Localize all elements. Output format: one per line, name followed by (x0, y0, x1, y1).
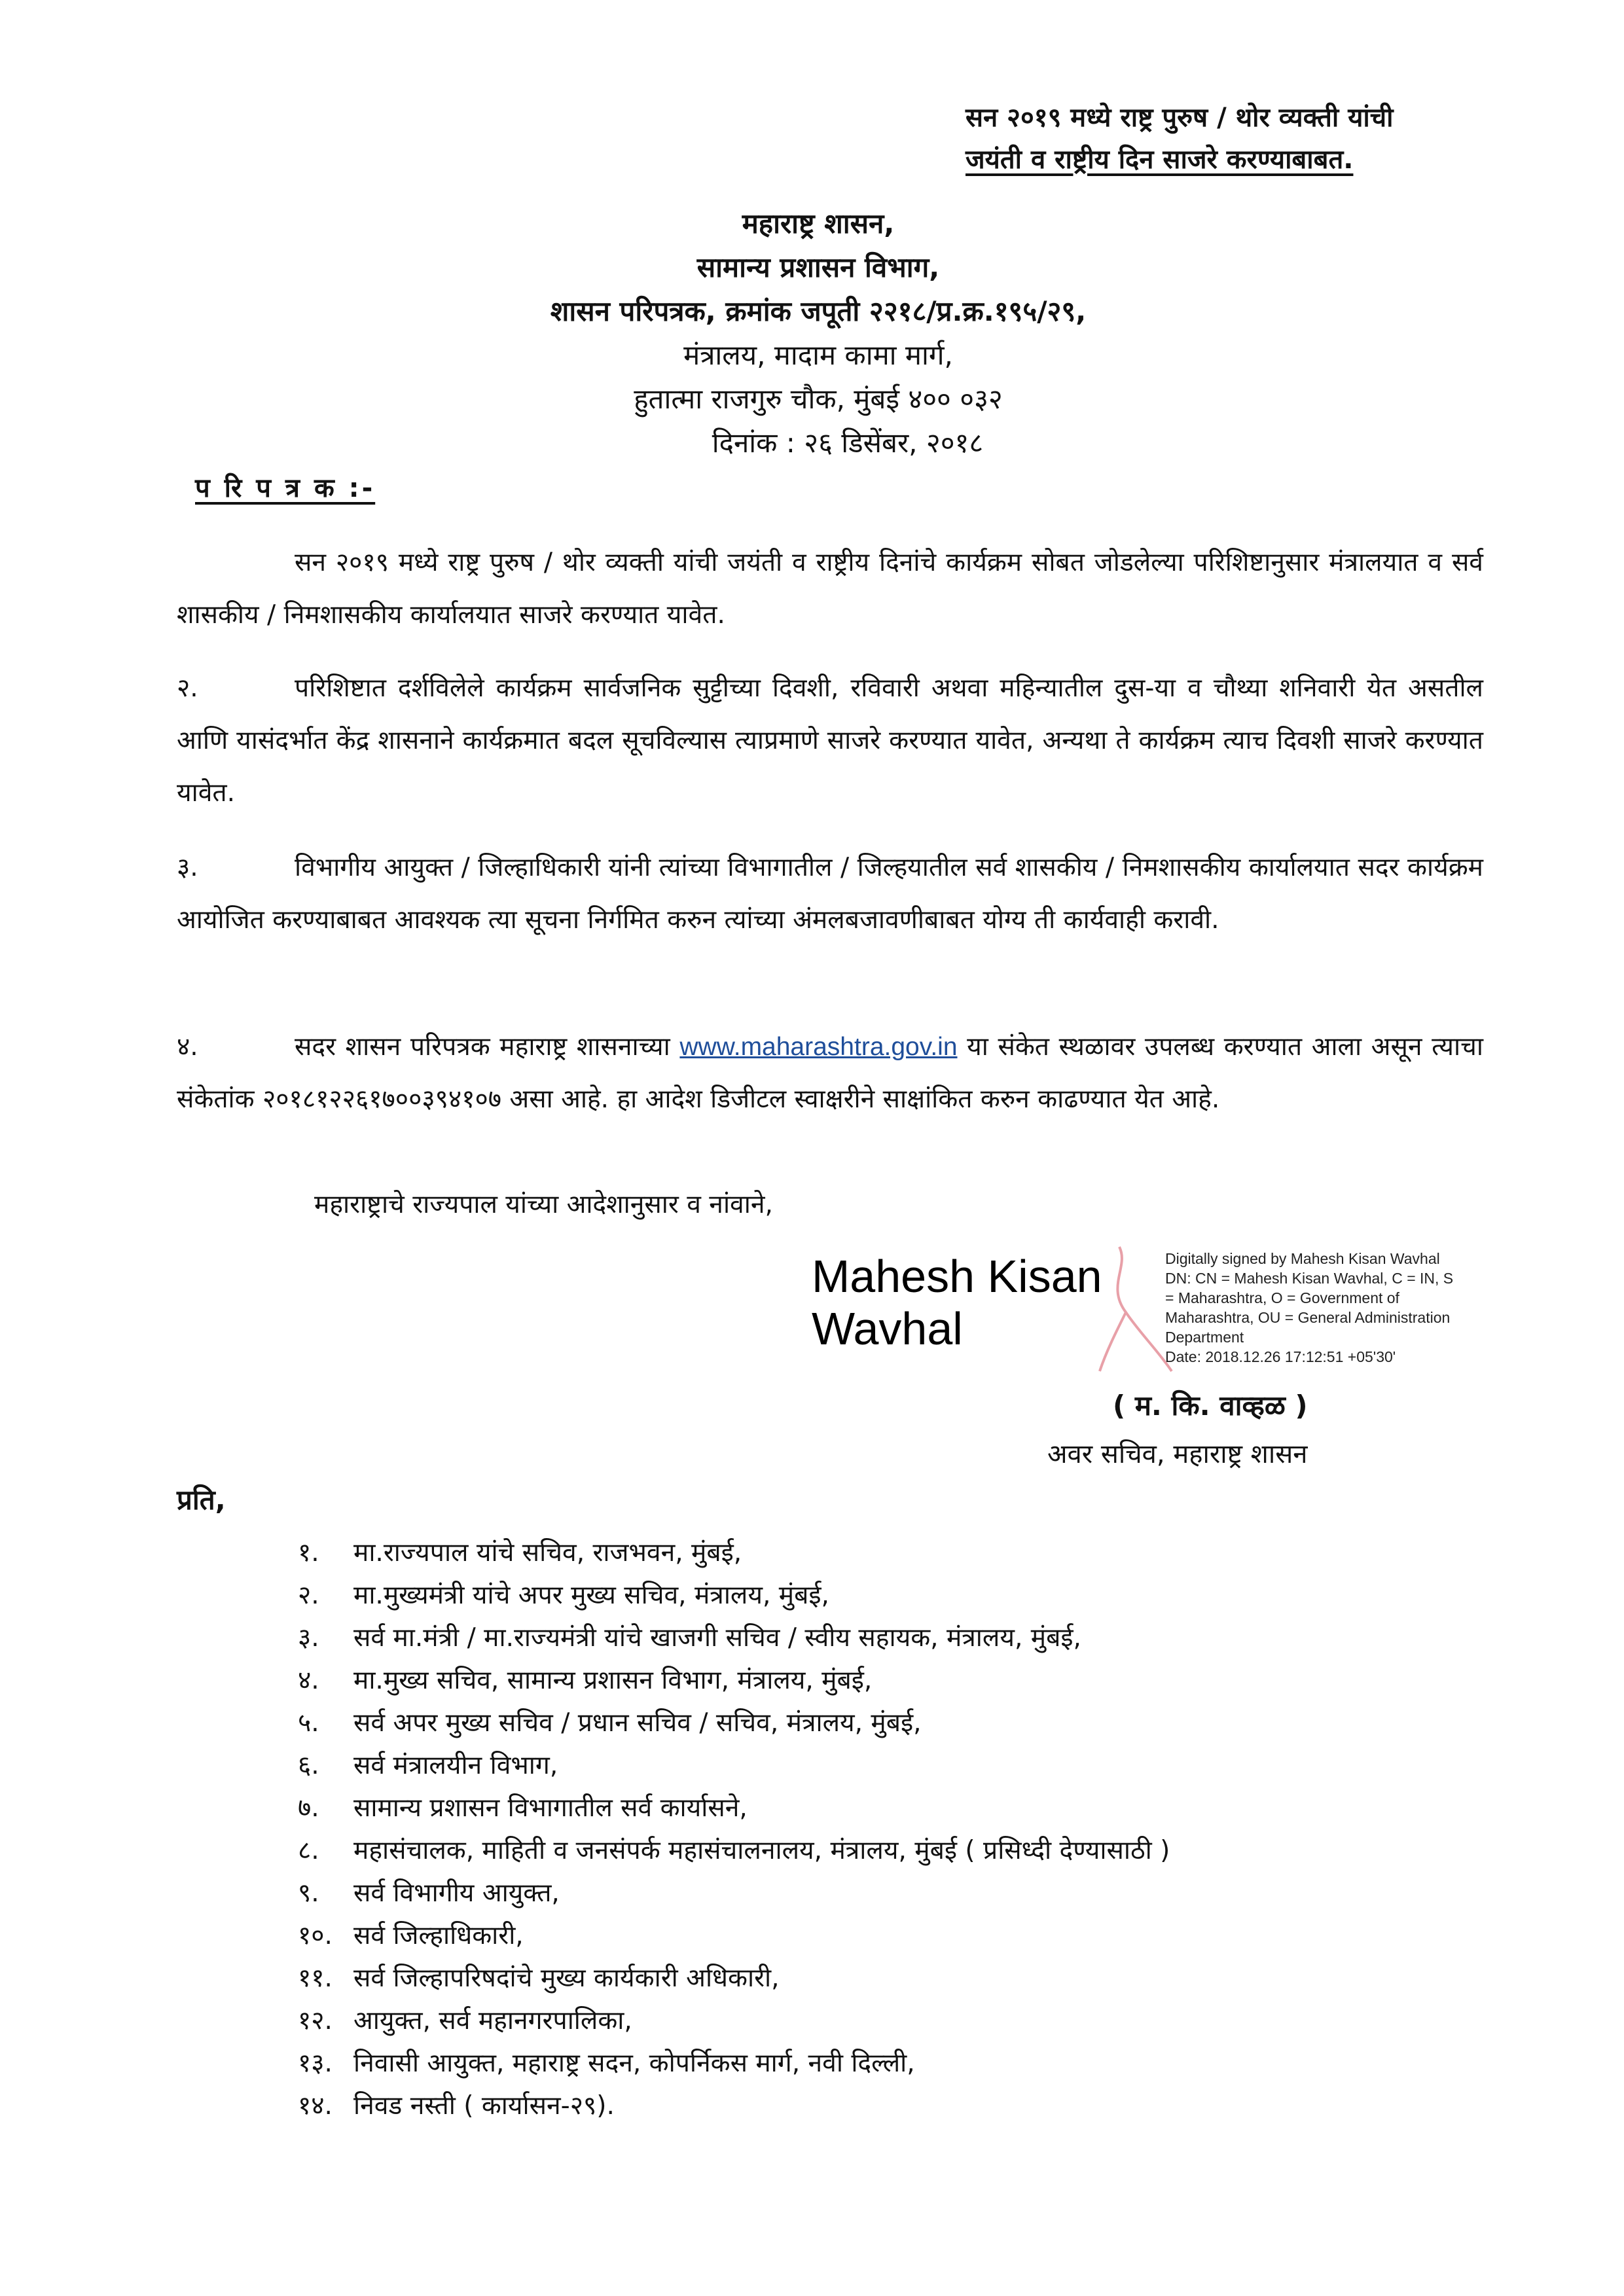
circular-heading: प रि प त्र क :- (195, 473, 376, 503)
signature-name-line-1: Mahesh Kisan (812, 1251, 1102, 1302)
list-item-text: मा.राज्यपाल यांचे सचिव, राजभवन, मुंबई, (353, 1538, 742, 1568)
department-name: सामान्य प्रशासन विभाग, (696, 251, 940, 283)
paragraph-1: सन २०१९ मध्ये राष्ट्र पुरुष / थोर व्यक्ती यांची जयंती व राष्ट्रीय दिनांचे कार्यक्रम सोबत जोडलेल्या परिशिष्टानुसार मंत्रालयात व सर्व शासकीय / निमशासकीय कार्यालयात साजरे करण्यात यावेत. (177, 548, 1483, 630)
signature-detail-line: = Maharashtra, O = Government of (1165, 1289, 1399, 1306)
list-item-number: ११. (298, 1964, 333, 1993)
signature-detail-line: Maharashtra, OU = General Administration (1165, 1309, 1451, 1326)
list-item-number: १२. (298, 2006, 333, 2036)
list-item-text: मा.मुख्यमंत्री यांचे अपर मुख्य सचिव, मंत्रालय, मुंबई, (353, 1581, 829, 1610)
list-item (298, 1872, 1170, 1914)
paragraph-3 (177, 842, 1483, 946)
copy-to-heading: प्रति, (177, 1484, 226, 1516)
list-item-text: निवड नस्ती ( कार्यासन-२९). (353, 2091, 615, 2121)
subject-line-2: जयंती व राष्ट्रीय दिन साजरे करण्याबाबत. (965, 145, 1354, 175)
list-item-text: निवासी आयुक्त, महाराष्ट्र सदन, कोपर्निकस मार्ग, नवी दिल्ली, (353, 2049, 915, 2078)
list-item-number: २. (298, 1581, 319, 1610)
list-item-text: सामान्य प्रशासन विभागातील सर्व कार्यासने, (353, 1793, 748, 1823)
paragraph-number: ३. (177, 853, 198, 882)
list-item (298, 1914, 1170, 1957)
paragraph-text-post: या संकेत स्थळावर उपलब्ध करण्यात आला असून त्याचा संकेतांक २०१८१२२६१७००३९४१०७ असा आहे. हा आदेश डिजीटल स्वाक्षरीने साक्षांकित करुन काढण्यात येत आहे. (177, 1032, 1483, 1114)
list-item (298, 1617, 1170, 1659)
subject-line-1: सन २०१९ मध्ये राष्ट्र पुरुष / थोर व्यक्ती यांची (965, 103, 1394, 133)
list-item-number: ४. (298, 1666, 319, 1695)
list-item (298, 2085, 1170, 2127)
list-item-number: ७. (298, 1793, 319, 1823)
list-item-text: सर्व जिल्हाधिकारी, (353, 1921, 524, 1950)
list-item-text: सर्व जिल्हापरिषदांचे मुख्य कार्यकारी अधिकारी, (353, 1964, 780, 1993)
list-item (298, 1957, 1170, 2000)
list-item-text: मा.मुख्य सचिव, सामान्य प्रशासन विभाग, मंत्रालय, मुंबई, (353, 1666, 873, 1695)
list-item (298, 1574, 1170, 1617)
list-item (298, 2000, 1170, 2042)
signature-mark-icon (1080, 1240, 1178, 1378)
list-item (298, 2042, 1170, 2085)
list-item-text: सर्व अपर मुख्य सचिव / प्रधान सचिव / सचिव, मंत्रालय, मुंबई, (353, 1708, 922, 1738)
letterhead (393, 202, 1244, 465)
website-link[interactable]: www.maharashtra.gov.in (679, 1033, 958, 1061)
signer-name: ( म. कि. वाव्हळ ) (1113, 1390, 1308, 1422)
subject (965, 97, 1555, 181)
address-line-2: हुतात्मा राजगुरु चौक, मुंबई ४०० ०३२ (634, 383, 1003, 415)
list-item-number: १०. (298, 1921, 333, 1950)
signer-designation: अवर सचिव, महाराष्ट्र शासन (1047, 1439, 1308, 1469)
list-item (298, 1744, 1170, 1787)
list-item (298, 1702, 1170, 1744)
signature-name-line-2: Wavhal (812, 1303, 963, 1354)
list-item (298, 1532, 1170, 1574)
list-item-text: आयुक्त, सर्व महानगरपालिका, (353, 2006, 632, 2036)
circular-number: शासन परिपत्रक, क्रमांक जपूती २२१८/प्र.क्र.१९५/२९, (550, 295, 1087, 327)
list-item-text: महासंचालक, माहिती व जनसंपर्क महासंचालनालय, मंत्रालय, मुंबई ( प्रसिध्दी देण्यासाठी ) (353, 1836, 1170, 1865)
recipient-list (298, 1532, 1170, 2127)
list-item-number: १४. (298, 2091, 333, 2121)
list-item-number: ६. (298, 1751, 319, 1780)
paragraph-text: परिशिष्टात दर्शविलेले कार्यक्रम सार्वजनिक सुट्टीच्या दिवशी, रविवारी अथवा महिन्यातील दुस-या व चौथ्या शनिवारी येत असतील आणि यासंदर्भात केंद्र शासनाने कार्यक्रमात बदल सूचविल्यास त्याप्रमाणे साजरे करण्यात यावेत, अन्यथा ते कार्यक्रम त्याच दिवशी साजरे करण्यात यावेत. (177, 673, 1483, 808)
digital-signature-details (1165, 1249, 1506, 1367)
list-item (298, 1787, 1170, 1829)
signature-detail-line: Date: 2018.12.26 17:12:51 +05'30' (1165, 1348, 1396, 1365)
circular-date: दिनांक : २६ डिसेंबर, २०१८ (712, 427, 984, 459)
address-line-1: मंत्रालय, मादाम कामा मार्ग, (683, 339, 953, 371)
paragraph-number: ४. (177, 1032, 198, 1062)
order-line: महाराष्ट्राचे राज्यपाल यांच्या आदेशानुसार व नांवाने, (314, 1190, 773, 1219)
list-item-number: १. (298, 1538, 319, 1568)
signature-detail-line: Department (1165, 1329, 1244, 1346)
paragraph-4 (177, 1021, 1483, 1126)
list-item-text: सर्व मा.मंत्री / मा.राज्यमंत्री यांचे खाजगी सचिव / स्वीय सहायक, मंत्रालय, मुंबई, (353, 1623, 1081, 1653)
list-item-number: ३. (298, 1623, 319, 1653)
digital-signature-name (812, 1250, 1113, 1355)
paragraph-number: २. (177, 673, 198, 703)
signature-detail-line: DN: CN = Mahesh Kisan Wavhal, C = IN, S (1165, 1270, 1454, 1287)
list-item-number: ५. (298, 1708, 319, 1738)
list-item-number: ८. (298, 1836, 319, 1865)
list-item-text: सर्व मंत्रालयीन विभाग, (353, 1751, 558, 1780)
list-item (298, 1659, 1170, 1702)
paragraph-2 (177, 662, 1483, 819)
signature-detail-line: Digitally signed by Mahesh Kisan Wavhal (1165, 1250, 1440, 1267)
list-item (298, 1829, 1170, 1872)
government-name: महाराष्ट्र शासन, (742, 207, 895, 240)
list-item-number: १३. (298, 2049, 333, 2078)
list-item-number: ९. (298, 1878, 319, 1908)
paragraph-text: विभागीय आयुक्त / जिल्हाधिकारी यांनी त्यांच्या विभागातील / जिल्हयातील सर्व शासकीय / निमशासकीय कार्यालयात सदर कार्यक्रम आयोजित करण्याबाबत आवश्यक त्या सूचना निर्गमित करुन त्यांच्या अंमलबजावणीबाबत योग्य ती कार्यवाही करावी. (177, 853, 1483, 935)
list-item-text: सर्व विभागीय आयुक्त, (353, 1878, 560, 1908)
paragraph-text-pre: सदर शासन परिपत्रक महाराष्ट्र शासनाच्या (295, 1032, 670, 1062)
